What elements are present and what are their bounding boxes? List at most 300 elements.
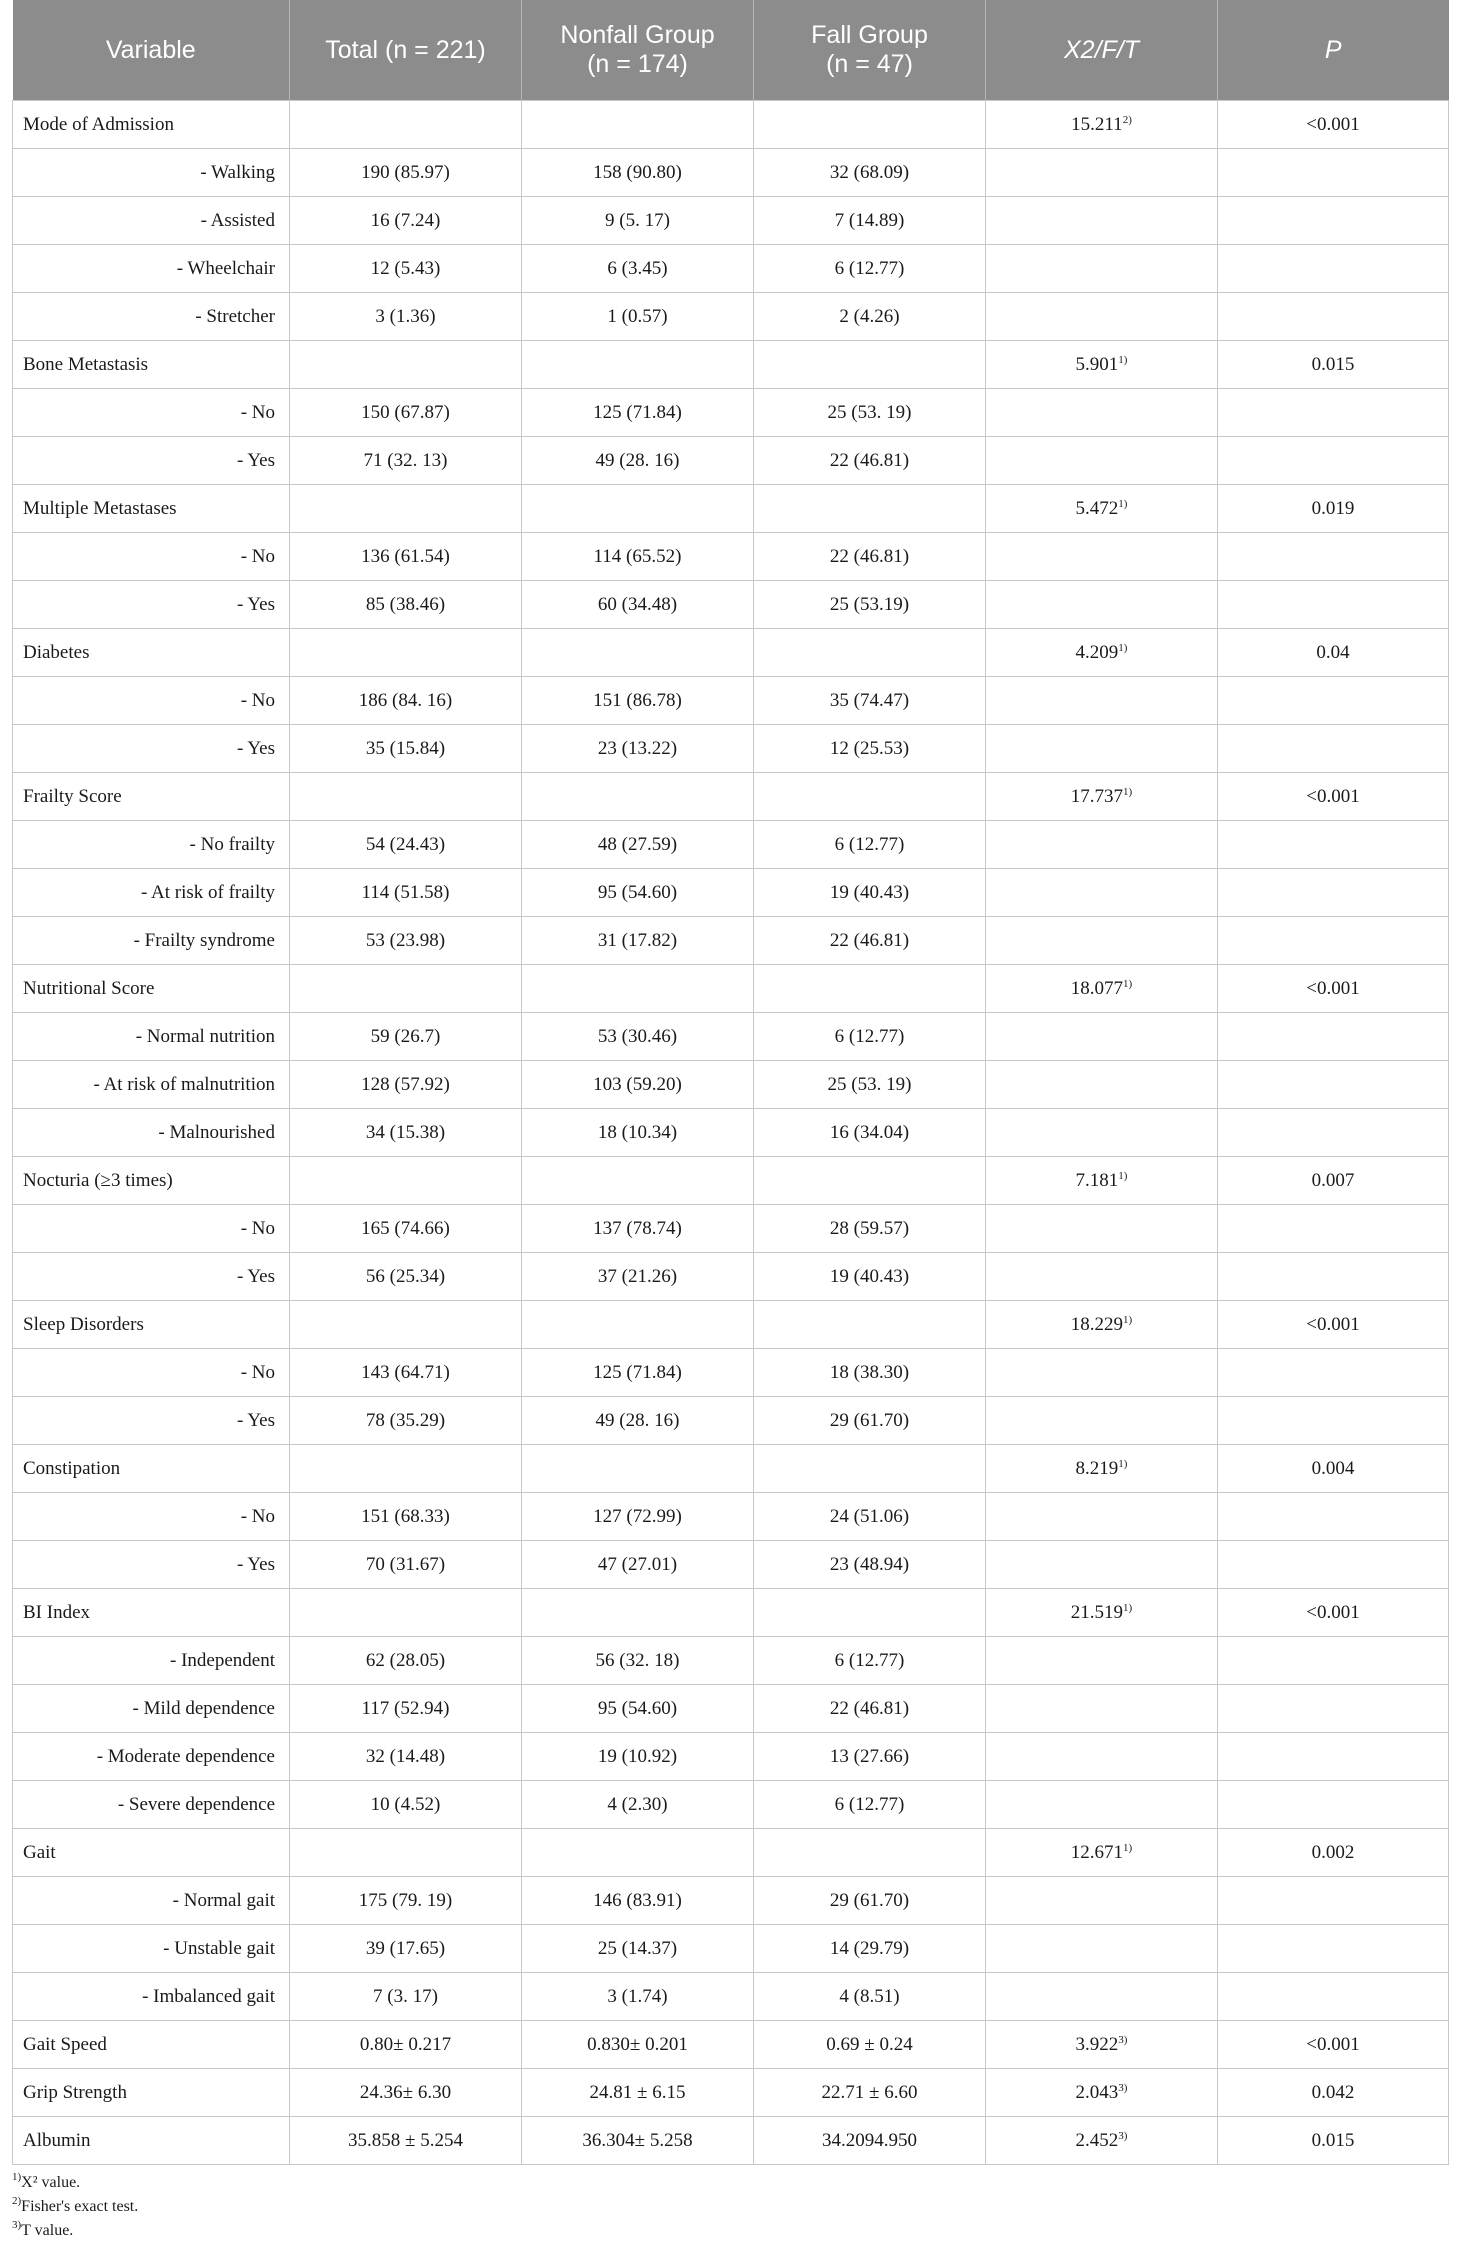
cell-total: 150 (67.87) bbox=[290, 389, 522, 437]
cell-statistic bbox=[986, 1973, 1218, 2021]
cell-total bbox=[290, 773, 522, 821]
statistic-value: 8.219 bbox=[1075, 1457, 1119, 1479]
category-label: - No frailty bbox=[13, 821, 290, 869]
cell-nonfall bbox=[522, 1445, 754, 1493]
cell-fall: 7 (14.89) bbox=[754, 197, 986, 245]
cell-nonfall: 23 (13.22) bbox=[522, 725, 754, 773]
cell-total: 190 (85.97) bbox=[290, 149, 522, 197]
table-row bbox=[13, 1109, 1449, 1157]
category-label: - Yes bbox=[13, 437, 290, 485]
cell-statistic bbox=[986, 101, 1218, 149]
cell-nonfall: 36.304± 5.258 bbox=[522, 2117, 754, 2165]
cell-statistic bbox=[986, 629, 1218, 677]
footnote-mark: 3) bbox=[1118, 2081, 1128, 2094]
cell-statistic bbox=[986, 1877, 1218, 1925]
statistic-value: 3.922 bbox=[1075, 2033, 1119, 2055]
category-label: - No bbox=[13, 1205, 290, 1253]
cell-nonfall: 103 (59.20) bbox=[522, 1061, 754, 1109]
statistic-value: 12.671 bbox=[1070, 1841, 1124, 1863]
cell-p-value bbox=[1218, 1109, 1449, 1157]
cell-nonfall: 4 (2.30) bbox=[522, 1781, 754, 1829]
table-row bbox=[13, 1541, 1449, 1589]
cell-fall: 6 (12.77) bbox=[754, 1013, 986, 1061]
footnote-mark: 1) bbox=[1118, 1169, 1128, 1182]
cell-nonfall: 25 (14.37) bbox=[522, 1925, 754, 1973]
footnote-mark: 3) bbox=[1118, 2129, 1128, 2142]
variable-label: Multiple Metastases bbox=[13, 485, 290, 533]
cell-fall: 13 (27.66) bbox=[754, 1733, 986, 1781]
cell-fall bbox=[754, 629, 986, 677]
cell-p-value bbox=[1218, 1493, 1449, 1541]
cell-statistic bbox=[986, 1349, 1218, 1397]
cell-nonfall: 24.81 ± 6.15 bbox=[522, 2069, 754, 2117]
category-label: - At risk of malnutrition bbox=[13, 1061, 290, 1109]
cell-statistic bbox=[986, 437, 1218, 485]
statistic-value: 17.737 bbox=[1070, 785, 1124, 807]
variable-label: Mode of Admission bbox=[13, 101, 290, 149]
table-row bbox=[13, 1685, 1449, 1733]
cell-total: 12 (5.43) bbox=[290, 245, 522, 293]
cell-p-value: <0.001 bbox=[1218, 2021, 1449, 2069]
cell-statistic bbox=[986, 341, 1218, 389]
cell-fall: 6 (12.77) bbox=[754, 1637, 986, 1685]
cell-nonfall: 3 (1.74) bbox=[522, 1973, 754, 2021]
cell-fall bbox=[754, 485, 986, 533]
variable-label: BI Index bbox=[13, 1589, 290, 1637]
cell-nonfall: 49 (28. 16) bbox=[522, 437, 754, 485]
cell-total: 151 (68.33) bbox=[290, 1493, 522, 1541]
header-statistic: X2/F/T bbox=[986, 0, 1218, 101]
cell-p-value bbox=[1218, 1541, 1449, 1589]
cell-nonfall bbox=[522, 965, 754, 1013]
cell-p-value: 0.007 bbox=[1218, 1157, 1449, 1205]
cell-nonfall: 0.830± 0.201 bbox=[522, 2021, 754, 2069]
cell-nonfall: 95 (54.60) bbox=[522, 1685, 754, 1733]
cell-total bbox=[290, 101, 522, 149]
table-row bbox=[13, 1349, 1449, 1397]
footnote-mark: 1) bbox=[1118, 353, 1128, 366]
cell-fall bbox=[754, 1829, 986, 1877]
statistic-value: 15.211 bbox=[1071, 113, 1123, 135]
cell-fall: 29 (61.70) bbox=[754, 1397, 986, 1445]
category-label: - No bbox=[13, 389, 290, 437]
cell-total: 128 (57.92) bbox=[290, 1061, 522, 1109]
cell-total bbox=[290, 485, 522, 533]
cell-fall: 35 (74.47) bbox=[754, 677, 986, 725]
cell-statistic bbox=[986, 245, 1218, 293]
cell-p-value bbox=[1218, 1013, 1449, 1061]
cell-statistic bbox=[986, 2069, 1218, 2117]
footnote-mark: 2) bbox=[12, 2195, 22, 2207]
category-label: - Yes bbox=[13, 1541, 290, 1589]
variable-label: Frailty Score bbox=[13, 773, 290, 821]
cell-statistic bbox=[986, 773, 1218, 821]
cell-total bbox=[290, 1445, 522, 1493]
table-row bbox=[13, 1877, 1449, 1925]
table-row bbox=[13, 581, 1449, 629]
table-row bbox=[13, 725, 1449, 773]
cell-nonfall bbox=[522, 1301, 754, 1349]
cell-fall: 6 (12.77) bbox=[754, 821, 986, 869]
cell-fall bbox=[754, 1445, 986, 1493]
cell-p-value bbox=[1218, 677, 1449, 725]
cell-p-value bbox=[1218, 1349, 1449, 1397]
cell-statistic bbox=[986, 389, 1218, 437]
cell-fall bbox=[754, 341, 986, 389]
table-row bbox=[13, 2069, 1449, 2117]
cell-statistic bbox=[986, 581, 1218, 629]
cell-fall: 25 (53. 19) bbox=[754, 389, 986, 437]
cell-p-value bbox=[1218, 1877, 1449, 1925]
cell-nonfall: 158 (90.80) bbox=[522, 149, 754, 197]
cell-nonfall: 125 (71.84) bbox=[522, 389, 754, 437]
cell-fall: 18 (38.30) bbox=[754, 1349, 986, 1397]
cell-statistic bbox=[986, 1829, 1218, 1877]
cell-p-value bbox=[1218, 1397, 1449, 1445]
header-variable: Variable bbox=[13, 0, 290, 101]
cell-statistic bbox=[986, 1541, 1218, 1589]
cell-total bbox=[290, 1829, 522, 1877]
footnote-mark: 1) bbox=[1123, 1313, 1133, 1326]
table-row bbox=[13, 1013, 1449, 1061]
cell-nonfall: 6 (3.45) bbox=[522, 245, 754, 293]
statistic-value: 4.209 bbox=[1075, 641, 1119, 663]
statistic-value: 21.519 bbox=[1070, 1601, 1124, 1623]
cell-fall: 2 (4.26) bbox=[754, 293, 986, 341]
cell-p-value bbox=[1218, 1637, 1449, 1685]
statistic-value: 7.181 bbox=[1075, 1169, 1119, 1191]
table-row bbox=[13, 1733, 1449, 1781]
cell-p-value bbox=[1218, 293, 1449, 341]
table-row bbox=[13, 1253, 1449, 1301]
cell-total: 59 (26.7) bbox=[290, 1013, 522, 1061]
cell-total bbox=[290, 1157, 522, 1205]
cell-p-value bbox=[1218, 1973, 1449, 2021]
cell-fall: 6 (12.77) bbox=[754, 245, 986, 293]
cell-p-value: <0.001 bbox=[1218, 965, 1449, 1013]
cell-total: 16 (7.24) bbox=[290, 197, 522, 245]
table-row bbox=[13, 1205, 1449, 1253]
cell-p-value bbox=[1218, 533, 1449, 581]
cell-total: 165 (74.66) bbox=[290, 1205, 522, 1253]
cell-nonfall: 127 (72.99) bbox=[522, 1493, 754, 1541]
cell-fall: 22 (46.81) bbox=[754, 533, 986, 581]
cell-fall: 25 (53. 19) bbox=[754, 1061, 986, 1109]
cell-total: 143 (64.71) bbox=[290, 1349, 522, 1397]
cell-statistic bbox=[986, 1013, 1218, 1061]
cell-statistic bbox=[986, 1301, 1218, 1349]
cell-fall: 16 (34.04) bbox=[754, 1109, 986, 1157]
category-label: - Yes bbox=[13, 1253, 290, 1301]
cell-p-value bbox=[1218, 821, 1449, 869]
cell-statistic bbox=[986, 725, 1218, 773]
table-row bbox=[13, 2117, 1449, 2165]
cell-p-value bbox=[1218, 917, 1449, 965]
cell-total: 56 (25.34) bbox=[290, 1253, 522, 1301]
cell-nonfall: 95 (54.60) bbox=[522, 869, 754, 917]
cell-nonfall: 9 (5. 17) bbox=[522, 197, 754, 245]
cell-fall: 28 (59.57) bbox=[754, 1205, 986, 1253]
category-label: - No bbox=[13, 1493, 290, 1541]
footnote-mark: 1) bbox=[1123, 1601, 1133, 1614]
cell-p-value bbox=[1218, 725, 1449, 773]
cell-statistic bbox=[986, 677, 1218, 725]
cell-fall: 32 (68.09) bbox=[754, 149, 986, 197]
cell-fall bbox=[754, 773, 986, 821]
footnote-mark: 1) bbox=[1123, 977, 1133, 990]
cell-total: 7 (3. 17) bbox=[290, 1973, 522, 2021]
table-row bbox=[13, 437, 1449, 485]
category-label: - Wheelchair bbox=[13, 245, 290, 293]
cell-total: 62 (28.05) bbox=[290, 1637, 522, 1685]
cell-p-value: 0.019 bbox=[1218, 485, 1449, 533]
table-header bbox=[13, 0, 1449, 101]
footnote-mark: 1) bbox=[12, 2171, 22, 2183]
table-row bbox=[13, 1829, 1449, 1877]
cell-total bbox=[290, 965, 522, 1013]
cell-nonfall: 19 (10.92) bbox=[522, 1733, 754, 1781]
table-row bbox=[13, 965, 1449, 1013]
category-label: - Yes bbox=[13, 581, 290, 629]
cell-fall: 29 (61.70) bbox=[754, 1877, 986, 1925]
cell-total: 10 (4.52) bbox=[290, 1781, 522, 1829]
cell-total bbox=[290, 629, 522, 677]
category-label: - Stretcher bbox=[13, 293, 290, 341]
cell-p-value: <0.001 bbox=[1218, 101, 1449, 149]
cell-nonfall bbox=[522, 101, 754, 149]
category-label: - Malnourished bbox=[13, 1109, 290, 1157]
footnote-mark: 1) bbox=[1118, 641, 1128, 654]
table-row bbox=[13, 869, 1449, 917]
table-row bbox=[13, 1157, 1449, 1205]
cell-nonfall: 151 (86.78) bbox=[522, 677, 754, 725]
cell-statistic bbox=[986, 1157, 1218, 1205]
category-label: - No bbox=[13, 1349, 290, 1397]
cell-nonfall: 53 (30.46) bbox=[522, 1013, 754, 1061]
cell-fall: 34.2094.950 bbox=[754, 2117, 986, 2165]
cell-statistic bbox=[986, 869, 1218, 917]
cell-p-value bbox=[1218, 1253, 1449, 1301]
cell-nonfall: 1 (0.57) bbox=[522, 293, 754, 341]
cell-p-value: 0.015 bbox=[1218, 341, 1449, 389]
cell-statistic bbox=[986, 1925, 1218, 1973]
cell-p-value: <0.001 bbox=[1218, 1301, 1449, 1349]
statistic-value: 18.077 bbox=[1070, 977, 1124, 999]
cell-p-value bbox=[1218, 869, 1449, 917]
cell-fall bbox=[754, 1157, 986, 1205]
cell-statistic bbox=[986, 1781, 1218, 1829]
cell-nonfall: 48 (27.59) bbox=[522, 821, 754, 869]
cell-total bbox=[290, 1301, 522, 1349]
cell-total: 71 (32. 13) bbox=[290, 437, 522, 485]
cell-statistic bbox=[986, 149, 1218, 197]
cell-fall: 23 (48.94) bbox=[754, 1541, 986, 1589]
cell-statistic bbox=[986, 293, 1218, 341]
variable-label: Sleep Disorders bbox=[13, 1301, 290, 1349]
cell-fall bbox=[754, 965, 986, 1013]
table-row bbox=[13, 1493, 1449, 1541]
cell-nonfall bbox=[522, 485, 754, 533]
cell-total: 32 (14.48) bbox=[290, 1733, 522, 1781]
variable-label: Constipation bbox=[13, 1445, 290, 1493]
cell-statistic bbox=[986, 197, 1218, 245]
variable-label: Gait bbox=[13, 1829, 290, 1877]
statistic-value: 18.229 bbox=[1070, 1313, 1124, 1335]
statistic-value: 2.043 bbox=[1075, 2081, 1119, 2103]
table-container bbox=[12, 0, 1448, 2243]
category-label: - Normal gait bbox=[13, 1877, 290, 1925]
table-row bbox=[13, 1781, 1449, 1829]
cell-fall: 22.71 ± 6.60 bbox=[754, 2069, 986, 2117]
cell-nonfall bbox=[522, 1157, 754, 1205]
table-row bbox=[13, 101, 1449, 149]
cell-p-value bbox=[1218, 1925, 1449, 1973]
cell-statistic bbox=[986, 533, 1218, 581]
category-label: - Assisted bbox=[13, 197, 290, 245]
cell-statistic bbox=[986, 1685, 1218, 1733]
variable-label: Gait Speed bbox=[13, 2021, 290, 2069]
cell-statistic bbox=[986, 1205, 1218, 1253]
variable-label: Diabetes bbox=[13, 629, 290, 677]
cell-p-value bbox=[1218, 1733, 1449, 1781]
cell-fall: 22 (46.81) bbox=[754, 917, 986, 965]
category-label: - Mild dependence bbox=[13, 1685, 290, 1733]
cell-fall bbox=[754, 101, 986, 149]
cell-statistic bbox=[986, 821, 1218, 869]
cell-nonfall bbox=[522, 341, 754, 389]
category-label: - Moderate dependence bbox=[13, 1733, 290, 1781]
table-row bbox=[13, 533, 1449, 581]
cell-p-value bbox=[1218, 1781, 1449, 1829]
footnote bbox=[12, 2171, 1448, 2195]
header-total: Total (n = 221) bbox=[290, 0, 522, 101]
table-body bbox=[13, 101, 1449, 2165]
footnote-text: T value. bbox=[21, 2222, 74, 2239]
cell-nonfall: 18 (10.34) bbox=[522, 1109, 754, 1157]
cell-p-value: 0.04 bbox=[1218, 629, 1449, 677]
cell-p-value: 0.004 bbox=[1218, 1445, 1449, 1493]
category-label: - No bbox=[13, 677, 290, 725]
footnote-mark: 1) bbox=[1123, 785, 1133, 798]
cell-total bbox=[290, 341, 522, 389]
cell-total: 175 (79. 19) bbox=[290, 1877, 522, 1925]
cell-nonfall bbox=[522, 773, 754, 821]
cell-nonfall: 31 (17.82) bbox=[522, 917, 754, 965]
cell-statistic bbox=[986, 1061, 1218, 1109]
cell-total: 3 (1.36) bbox=[290, 293, 522, 341]
cell-nonfall: 56 (32. 18) bbox=[522, 1637, 754, 1685]
cell-nonfall: 37 (21.26) bbox=[522, 1253, 754, 1301]
cell-p-value: 0.042 bbox=[1218, 2069, 1449, 2117]
table-row bbox=[13, 1445, 1449, 1493]
cell-p-value bbox=[1218, 437, 1449, 485]
cell-total: 0.80± 0.217 bbox=[290, 2021, 522, 2069]
variable-label: Nocturia (≥3 times) bbox=[13, 1157, 290, 1205]
table-row bbox=[13, 917, 1449, 965]
cell-total: 54 (24.43) bbox=[290, 821, 522, 869]
cell-p-value bbox=[1218, 389, 1449, 437]
footnote-mark: 1) bbox=[1118, 497, 1128, 510]
table-row bbox=[13, 149, 1449, 197]
cell-total: 39 (17.65) bbox=[290, 1925, 522, 1973]
header-p-value: P bbox=[1218, 0, 1449, 101]
table-row bbox=[13, 629, 1449, 677]
cell-p-value bbox=[1218, 197, 1449, 245]
cell-fall: 25 (53.19) bbox=[754, 581, 986, 629]
cell-fall bbox=[754, 1301, 986, 1349]
cell-statistic bbox=[986, 1397, 1218, 1445]
cell-p-value bbox=[1218, 149, 1449, 197]
category-label: - Walking bbox=[13, 149, 290, 197]
header-nonfall: Nonfall Group (n = 174) bbox=[522, 0, 754, 101]
table-row bbox=[13, 1301, 1449, 1349]
cell-statistic bbox=[986, 1109, 1218, 1157]
cell-total: 78 (35.29) bbox=[290, 1397, 522, 1445]
cell-fall: 4 (8.51) bbox=[754, 1973, 986, 2021]
cell-total: 53 (23.98) bbox=[290, 917, 522, 965]
cell-nonfall bbox=[522, 629, 754, 677]
cell-nonfall bbox=[522, 1829, 754, 1877]
cell-fall bbox=[754, 1589, 986, 1637]
table-row bbox=[13, 245, 1449, 293]
footnotes bbox=[12, 2171, 1448, 2243]
cell-nonfall: 47 (27.01) bbox=[522, 1541, 754, 1589]
footnote-mark: 1) bbox=[1118, 1457, 1128, 1470]
cell-p-value bbox=[1218, 581, 1449, 629]
cell-total: 70 (31.67) bbox=[290, 1541, 522, 1589]
cell-fall: 19 (40.43) bbox=[754, 1253, 986, 1301]
footnote-text: X² value. bbox=[21, 2174, 81, 2191]
table-row bbox=[13, 677, 1449, 725]
table-row bbox=[13, 1397, 1449, 1445]
category-label: - Imbalanced gait bbox=[13, 1973, 290, 2021]
cell-total: 85 (38.46) bbox=[290, 581, 522, 629]
cell-fall: 14 (29.79) bbox=[754, 1925, 986, 1973]
cell-total bbox=[290, 1589, 522, 1637]
variable-label: Bone Metastasis bbox=[13, 341, 290, 389]
cell-fall: 19 (40.43) bbox=[754, 869, 986, 917]
cell-total: 35 (15.84) bbox=[290, 725, 522, 773]
cell-nonfall: 49 (28. 16) bbox=[522, 1397, 754, 1445]
footnote-mark: 3) bbox=[12, 2219, 22, 2231]
cell-nonfall: 146 (83.91) bbox=[522, 1877, 754, 1925]
cell-statistic bbox=[986, 1637, 1218, 1685]
cell-fall: 0.69 ± 0.24 bbox=[754, 2021, 986, 2069]
table-row bbox=[13, 1973, 1449, 2021]
table-row bbox=[13, 1637, 1449, 1685]
statistic-value: 5.472 bbox=[1075, 497, 1119, 519]
footnote-text: Fisher's exact test. bbox=[21, 2198, 139, 2215]
table-row bbox=[13, 341, 1449, 389]
cell-nonfall bbox=[522, 1589, 754, 1637]
table-row bbox=[13, 1925, 1449, 1973]
results-table bbox=[12, 0, 1449, 2165]
table-row bbox=[13, 1061, 1449, 1109]
cell-statistic bbox=[986, 917, 1218, 965]
footnote bbox=[12, 2195, 1448, 2219]
cell-nonfall: 60 (34.48) bbox=[522, 581, 754, 629]
table-row bbox=[13, 773, 1449, 821]
cell-fall: 6 (12.77) bbox=[754, 1781, 986, 1829]
cell-nonfall: 137 (78.74) bbox=[522, 1205, 754, 1253]
cell-fall: 22 (46.81) bbox=[754, 437, 986, 485]
footnote-mark: 3) bbox=[1118, 2033, 1128, 2046]
cell-total: 24.36± 6.30 bbox=[290, 2069, 522, 2117]
cell-p-value: <0.001 bbox=[1218, 1589, 1449, 1637]
category-label: - Unstable gait bbox=[13, 1925, 290, 1973]
cell-total: 117 (52.94) bbox=[290, 1685, 522, 1733]
cell-p-value: 0.002 bbox=[1218, 1829, 1449, 1877]
